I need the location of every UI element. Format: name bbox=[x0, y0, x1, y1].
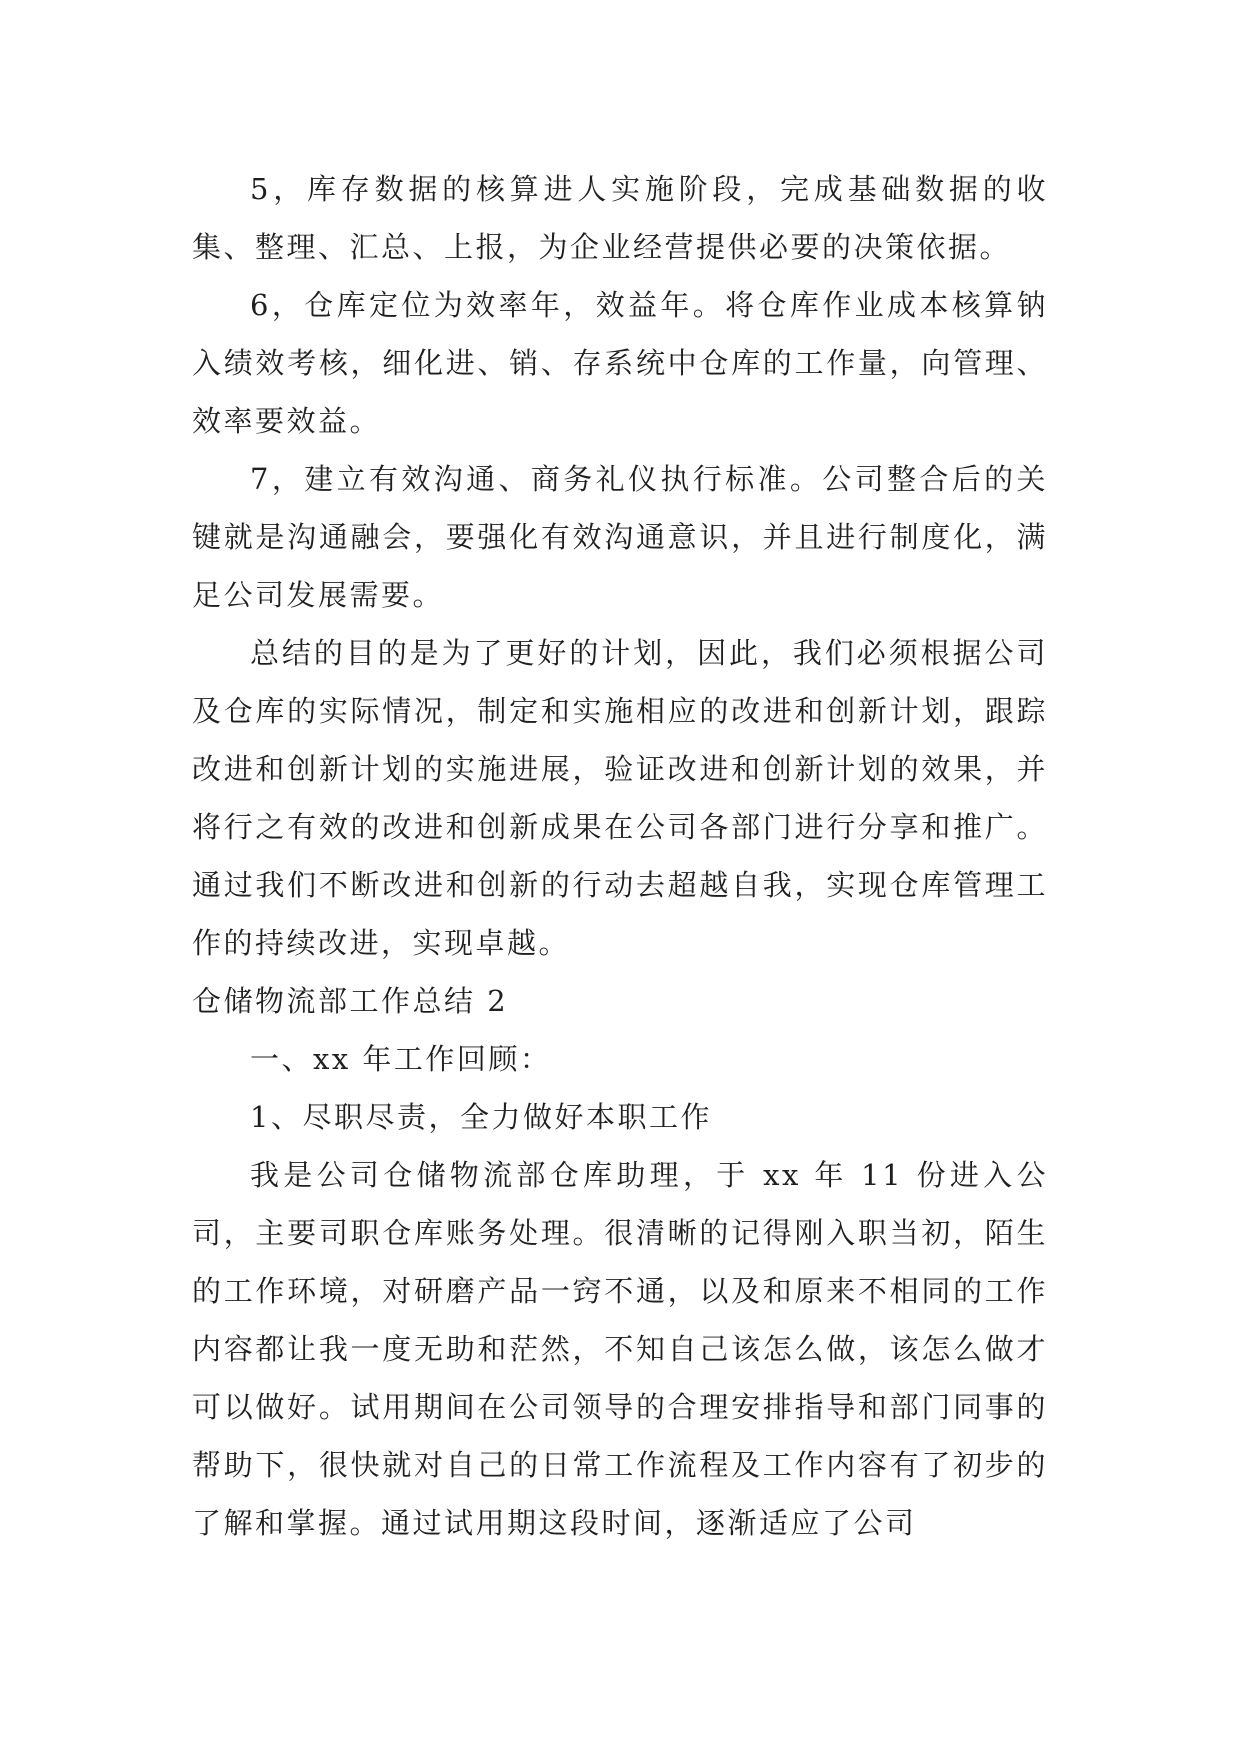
section-title: 仓储物流部工作总结 2 bbox=[192, 984, 509, 1018]
paragraph-intro: 我是公司仓储物流部仓库助理，于 xx 年 11 份进入公司，主要司职仓库账务处理。很清晰的记得刚入职当初，陌生的工作环境，对研磨产品一窍不通，以及和原来不相同的工作内容都让我一度无助和茫然，不知自己该怎么做，该怎么做才可以做好。试用期间在公司领导的合理安排指导和部门同事的帮助下，很快就对自己的日常工作流程及工作内容有了初步的了解和掌握。通过试用期这段时间，逐渐适应了公司 bbox=[192, 1158, 1048, 1540]
paragraph-item-6: 6，仓库定位为效率年，效益年。将仓库作业成本核算钠入绩效考核，细化进、销、存系统中仓库的工作量，向管理、效率要效益。 bbox=[192, 288, 1048, 438]
paragraph-summary: 总结的目的是为了更好的计划，因此，我们必须根据公司及仓库的实际情况，制定和实施相应的改进和创新计划，跟踪改进和创新计划的实施进展，验证改进和创新计划的效果，并将行之有效的改进和创新成果在公司各部门进行分享和推广。通过我们不断改进和创新的行动去超越自我，实现仓库管理工作的持续改进，实现卓越。 bbox=[192, 636, 1048, 960]
document-body bbox=[192, 160, 1048, 1552]
paragraph-item-5: 5，库存数据的核算进人实施阶段，完成基础数据的收集、整理、汇总、上报，为企业经营提供必要的决策依据。 bbox=[192, 172, 1048, 264]
paragraph-item-7: 7，建立有效沟通、商务礼仪执行标准。公司整合后的关键就是沟通融会，要强化有效沟通意识，并且进行制度化，满足公司发展需要。 bbox=[192, 462, 1048, 612]
subsection-heading-duty: 1、尽职尽责，全力做好本职工作 bbox=[250, 1100, 712, 1134]
section-heading-review: 一、xx 年工作回顾： bbox=[250, 1042, 552, 1076]
